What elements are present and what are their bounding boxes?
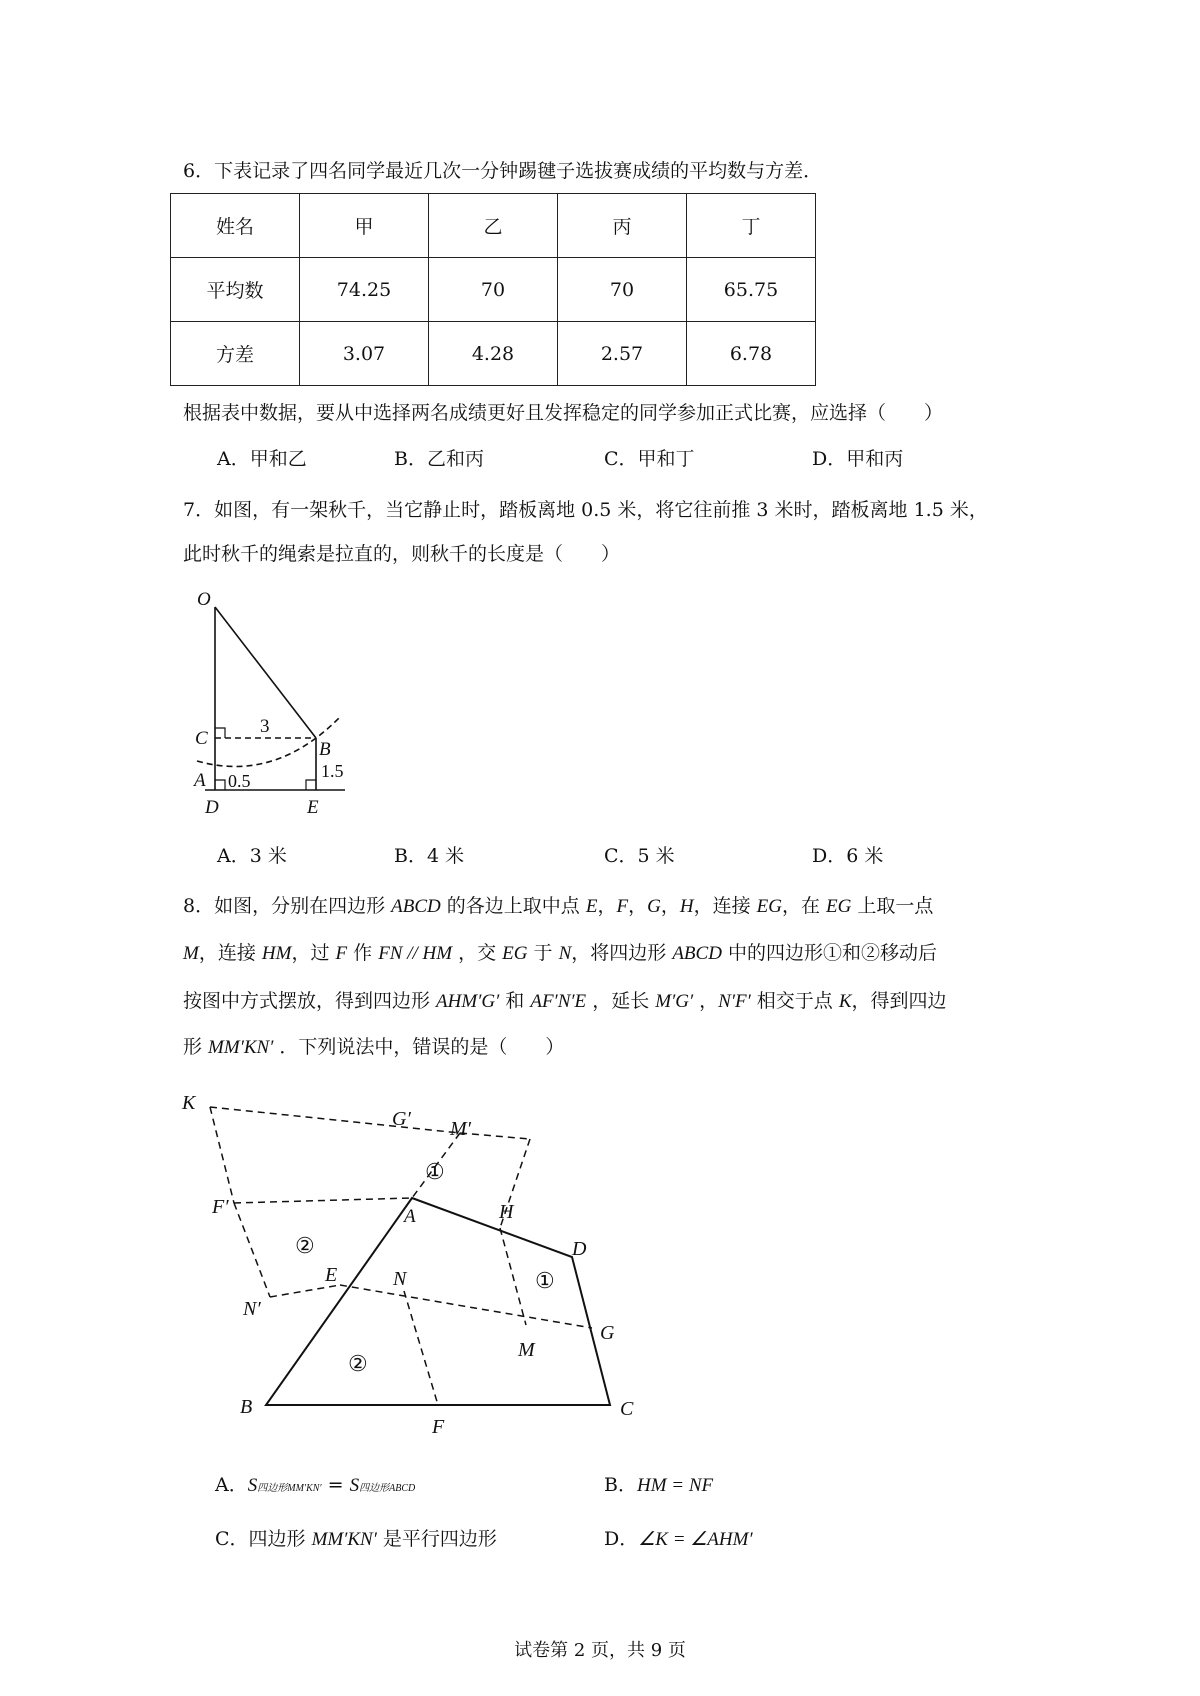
q8-line2 xyxy=(183,940,937,967)
quadrilateral-figure xyxy=(180,1085,650,1440)
math: S xyxy=(247,1475,258,1496)
text: 是平行四边形 xyxy=(376,1528,497,1550)
label-0-5: 0.5 xyxy=(228,771,251,791)
math: HM = NF xyxy=(636,1475,714,1496)
math: E xyxy=(585,896,598,917)
label-f-prime: F′ xyxy=(212,1196,229,1218)
label-circle-1-top: ① xyxy=(425,1159,445,1184)
text: ，在 xyxy=(781,895,826,917)
label-a: A xyxy=(404,1206,416,1227)
table-cell: 70 xyxy=(558,258,687,322)
math: EG xyxy=(756,896,782,917)
math: M′G′ xyxy=(655,991,694,1012)
math: S xyxy=(349,1475,360,1496)
table-row xyxy=(171,194,816,258)
math: N′F′ xyxy=(718,991,751,1012)
q8-option-c xyxy=(215,1526,497,1553)
text: 相交于点 xyxy=(750,990,839,1012)
label-n: N xyxy=(393,1268,407,1290)
math: H xyxy=(679,896,694,917)
option-letter: D． xyxy=(604,1528,639,1550)
math: HM xyxy=(261,943,292,964)
label-e: E xyxy=(325,1264,338,1286)
q6-question: 根据表中数据，要从中选择两名成绩更好且发挥稳定的同学参加正式比赛，应选择（ ） xyxy=(183,402,944,424)
q6-option-b: B．乙和丙 xyxy=(394,448,484,470)
label-1-5: 1.5 xyxy=(321,761,344,781)
label-g: G xyxy=(600,1322,615,1344)
label-circle-2-bottom: ② xyxy=(348,1351,368,1376)
math: EG xyxy=(502,943,528,964)
label-f: F xyxy=(432,1416,445,1438)
table-cell: 姓名 xyxy=(171,194,300,258)
math: G xyxy=(647,896,661,917)
label-c: C xyxy=(620,1398,634,1420)
text: 于 xyxy=(527,942,559,964)
text: ， xyxy=(660,895,680,917)
table-cell: 2.57 xyxy=(558,322,687,386)
swing-figure xyxy=(185,585,375,815)
math: K xyxy=(838,991,852,1012)
q8-line3 xyxy=(183,988,947,1015)
label-b: B xyxy=(240,1396,253,1418)
math: ∠K = ∠AHM′ xyxy=(638,1529,753,1550)
text: 8．如图，分别在四边形 xyxy=(183,895,392,917)
q6-stem: 6．下表记录了四名同学最近几次一分钟踢毽子选拔赛成绩的平均数与方差． xyxy=(183,160,823,182)
scores-table xyxy=(170,193,816,386)
q8-line4 xyxy=(183,1034,564,1061)
text: ，过 xyxy=(291,942,336,964)
table-cell: 甲 xyxy=(300,194,429,258)
text: 的各边上取中点 xyxy=(440,895,586,917)
label-d: D xyxy=(572,1238,587,1260)
label-circle-2-top: ② xyxy=(295,1233,315,1258)
table-cell: 丁 xyxy=(687,194,816,258)
text: ，延长 xyxy=(586,990,656,1012)
text: ，连接 xyxy=(198,942,262,964)
option-letter: C．四边形 xyxy=(215,1528,312,1550)
text: ，连接 xyxy=(693,895,757,917)
q6-option-d: D．甲和丙 xyxy=(812,448,904,470)
math: F xyxy=(335,943,348,964)
math: ABCD xyxy=(672,943,722,964)
text: ，交 xyxy=(452,942,503,964)
table-cell: 3.07 xyxy=(300,322,429,386)
label-m-prime: M′ xyxy=(450,1118,472,1140)
table-cell: 平均数 xyxy=(171,258,300,322)
table-cell: 乙 xyxy=(429,194,558,258)
label-a: A xyxy=(194,770,206,791)
q6-option-a: A．甲和乙 xyxy=(217,448,307,470)
q7-option-d: D．6 米 xyxy=(812,845,884,867)
label-circle-1-right: ① xyxy=(535,1268,555,1293)
q7-option-b: B．4 米 xyxy=(394,845,465,867)
label-b: B xyxy=(319,739,331,760)
math: N xyxy=(558,943,572,964)
math: M xyxy=(183,943,199,964)
text: ， xyxy=(597,895,617,917)
label-e: E xyxy=(307,797,319,815)
label-m: M xyxy=(518,1339,535,1361)
math-subscript: 四边形ABCD xyxy=(359,1483,416,1494)
table-cell: 65.75 xyxy=(687,258,816,322)
text: ．下列说法中，错误的是（ ） xyxy=(273,1036,565,1058)
q8-option-b xyxy=(604,1472,713,1499)
label-g-prime: G′ xyxy=(392,1108,411,1130)
table-row xyxy=(171,258,816,322)
q7-option-c: C．5 米 xyxy=(604,845,675,867)
table-row xyxy=(171,322,816,386)
q7-line2: 此时秋千的绳索是拉直的，则秋千的长度是（ ） xyxy=(183,543,621,565)
table-cell: 70 xyxy=(429,258,558,322)
page-footer: 试卷第 2 页，共 9 页 xyxy=(514,1640,686,1661)
label-k: K xyxy=(182,1092,196,1114)
table-cell: 丙 xyxy=(558,194,687,258)
label-n-prime: N′ xyxy=(243,1298,261,1320)
math: FN // HM xyxy=(378,943,453,964)
math: AF′N′E xyxy=(530,991,587,1012)
q7-line1: 7．如图，有一架秋千，当它静止时，踏板离地 0.5 米，将它往前推 3 米时，踏板离地 1.5 米， xyxy=(183,499,988,521)
option-letter: B． xyxy=(604,1474,637,1496)
table-cell: 6.78 xyxy=(687,322,816,386)
math: EG xyxy=(826,896,852,917)
label-3: 3 xyxy=(260,716,270,737)
math: F xyxy=(616,896,629,917)
table-cell: 4.28 xyxy=(429,322,558,386)
text: 上取一点 xyxy=(851,895,934,917)
option-letter: A． xyxy=(215,1474,248,1496)
q6-option-c: C．甲和丁 xyxy=(604,448,695,470)
text: ， xyxy=(628,895,648,917)
math: MM′KN′ xyxy=(311,1529,377,1550)
q8-option-d xyxy=(604,1526,753,1553)
text: ，将四边形 xyxy=(571,942,673,964)
text: ，得到四边 xyxy=(851,990,947,1012)
math: MM′KN′ xyxy=(208,1037,274,1058)
math: AHM′G′ xyxy=(436,991,500,1012)
table-cell: 74.25 xyxy=(300,258,429,322)
text: 形 xyxy=(183,1036,209,1058)
text: 作 xyxy=(347,942,379,964)
label-d: D xyxy=(205,797,219,815)
table-cell: 方差 xyxy=(171,322,300,386)
math: = xyxy=(321,1474,350,1496)
text: 中的四边形①和②移动后 xyxy=(721,942,937,964)
text: 和 xyxy=(499,990,531,1012)
q8-line1 xyxy=(183,893,933,920)
text: 按图中方式摆放，得到四边形 xyxy=(183,990,437,1012)
q8-option-a xyxy=(215,1472,415,1502)
q7-option-a: A．3 米 xyxy=(217,845,287,867)
label-c: C xyxy=(195,728,208,749)
text: ， xyxy=(693,990,719,1012)
label-o: O xyxy=(197,589,211,610)
label-h: H xyxy=(499,1201,514,1223)
math: ABCD xyxy=(391,896,441,917)
math-subscript: 四边形MM′KN′ xyxy=(257,1483,322,1494)
